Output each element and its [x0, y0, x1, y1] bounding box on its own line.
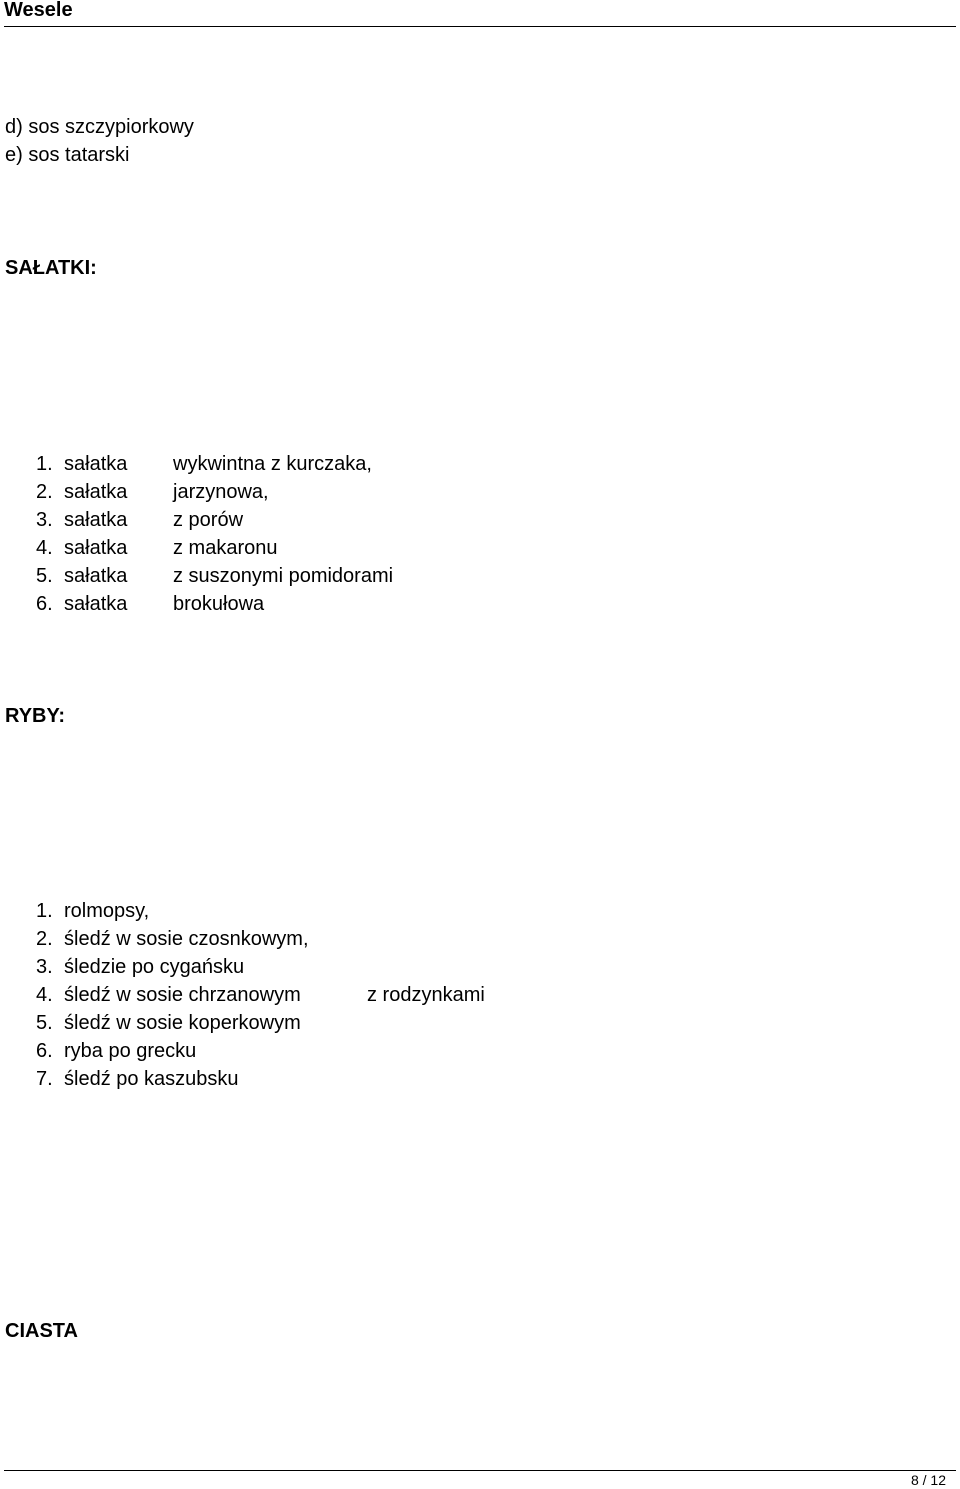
item-description: z porów: [173, 509, 244, 531]
item-number: 1.: [36, 453, 53, 475]
header-divider: [4, 26, 956, 27]
item-extra: z rodzynkami: [367, 984, 485, 1006]
item-name: śledź po kaszubsku: [64, 1068, 239, 1090]
item-description: z suszonymi pomidorami: [173, 565, 394, 587]
item-number: 3.: [36, 509, 53, 531]
item-kind: sałatka: [64, 453, 128, 475]
item-number: 5.: [36, 565, 53, 587]
sauce-item: d) sos szczypiorkowy: [5, 116, 194, 138]
item-kind: sałatka: [64, 537, 128, 559]
item-number: 4.: [36, 537, 53, 559]
item-number: 6.: [36, 593, 53, 615]
item-number: 7.: [36, 1068, 53, 1090]
section-heading-salads: SAŁATKI:: [5, 257, 97, 279]
item-name: rolmopsy,: [64, 900, 150, 922]
section-heading-cakes: CIASTA: [5, 1320, 78, 1342]
item-number: 4.: [36, 984, 53, 1006]
item-number: 1.: [36, 900, 53, 922]
item-name: śledź w sosie chrzanowym: [64, 984, 301, 1006]
item-name: śledź w sosie koperkowym: [64, 1012, 301, 1034]
item-name: śledzie po cygańsku: [64, 956, 245, 978]
item-number: 2.: [36, 481, 53, 503]
page-number: 8 / 12: [910, 1472, 946, 1488]
document-title: Wesele: [4, 0, 73, 21]
section-heading-fish: RYBY:: [5, 705, 65, 727]
item-description: wykwintna z kurczaka,: [173, 453, 372, 475]
item-description: z makaronu: [173, 537, 278, 559]
item-number: 3.: [36, 956, 53, 978]
item-number: 6.: [36, 1040, 53, 1062]
item-description: brokułowa: [173, 593, 265, 615]
item-kind: sałatka: [64, 481, 128, 503]
item-kind: sałatka: [64, 509, 128, 531]
footer-divider: [4, 1470, 956, 1471]
item-name: ryba po grecku: [64, 1040, 197, 1062]
item-description: jarzynowa,: [173, 481, 269, 503]
item-kind: sałatka: [64, 593, 128, 615]
item-number: 2.: [36, 928, 53, 950]
sauce-item: e) sos tatarski: [5, 144, 130, 166]
item-name: śledź w sosie czosnkowym,: [64, 928, 309, 950]
item-number: 5.: [36, 1012, 53, 1034]
item-kind: sałatka: [64, 565, 128, 587]
